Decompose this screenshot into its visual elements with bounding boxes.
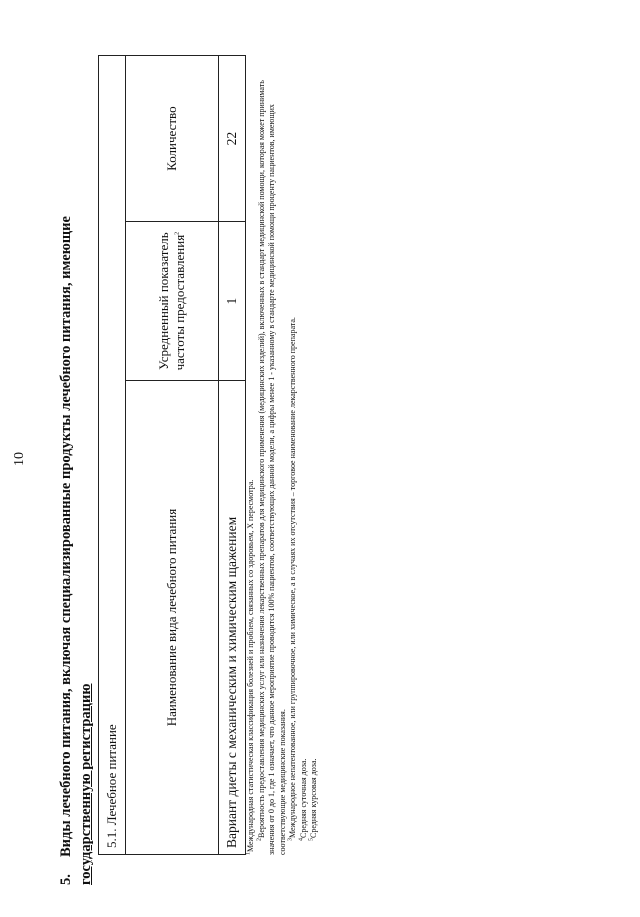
header-frequency: Усредненный показатель частоты предоставления$^2$ bbox=[126, 222, 219, 381]
footnote-5: $^5$Средняя курсовая доза. bbox=[308, 758, 318, 841]
section-title-line2: государственную регистрацию bbox=[78, 683, 94, 885]
rotated-page-content bbox=[56, 55, 636, 885]
group-label-cell bbox=[99, 56, 126, 855]
footnote-3: $^3$Международное непатентованное, или группировочное, или химическое, а в случаях их отсутствия – торговое наименование лекарственного препарата. bbox=[287, 317, 297, 841]
footnotes bbox=[246, 65, 320, 855]
table-row bbox=[219, 56, 246, 855]
table-header-row bbox=[126, 56, 219, 855]
footnote-1: $^1$Международная статистическая классификация болезней и проблем, связанных со здоровьем, X пересмотра. bbox=[245, 479, 255, 855]
group-label: 5.1. Лечебное питание bbox=[104, 724, 119, 848]
row-name-cell: Вариант диеты с механическим и химическим щажением bbox=[219, 381, 246, 855]
section-number: 5. bbox=[58, 874, 74, 885]
table-group-row bbox=[99, 56, 126, 855]
nutrition-table bbox=[98, 55, 246, 855]
row-frequency-cell: 1 bbox=[219, 222, 246, 381]
section-title bbox=[56, 55, 96, 885]
row-quantity-cell: 22 bbox=[219, 56, 246, 222]
header-quantity: Количество bbox=[126, 56, 219, 222]
section-title-line1: Виды лечебного питания, включая специализированные продукты лечебного питания, имеющие bbox=[58, 216, 74, 857]
header-frequency-sup: 2 bbox=[174, 231, 181, 235]
header-name: Наименование вида лечебного питания bbox=[126, 381, 219, 855]
footnote-2: $^2$Вероятность предоставления медицинских услуг или назначения лекарственных препаратов для медицинского применения (медицинских изделий), включенных в стандарт медицинской помощи, которая может принимать значения от 0 до 1, где 1 означает, что данное мероприятие проводится 100% пациентов, соответствующих данной модели, а цифры менее 1 - указанному в стандарте медицинской помощи проценту пациентов, имеющих соответствующие медицинские показания. bbox=[255, 80, 287, 855]
page-number: 10 bbox=[12, 452, 27, 466]
footnote-4: $^4$Средняя суточная доза. bbox=[297, 758, 308, 841]
